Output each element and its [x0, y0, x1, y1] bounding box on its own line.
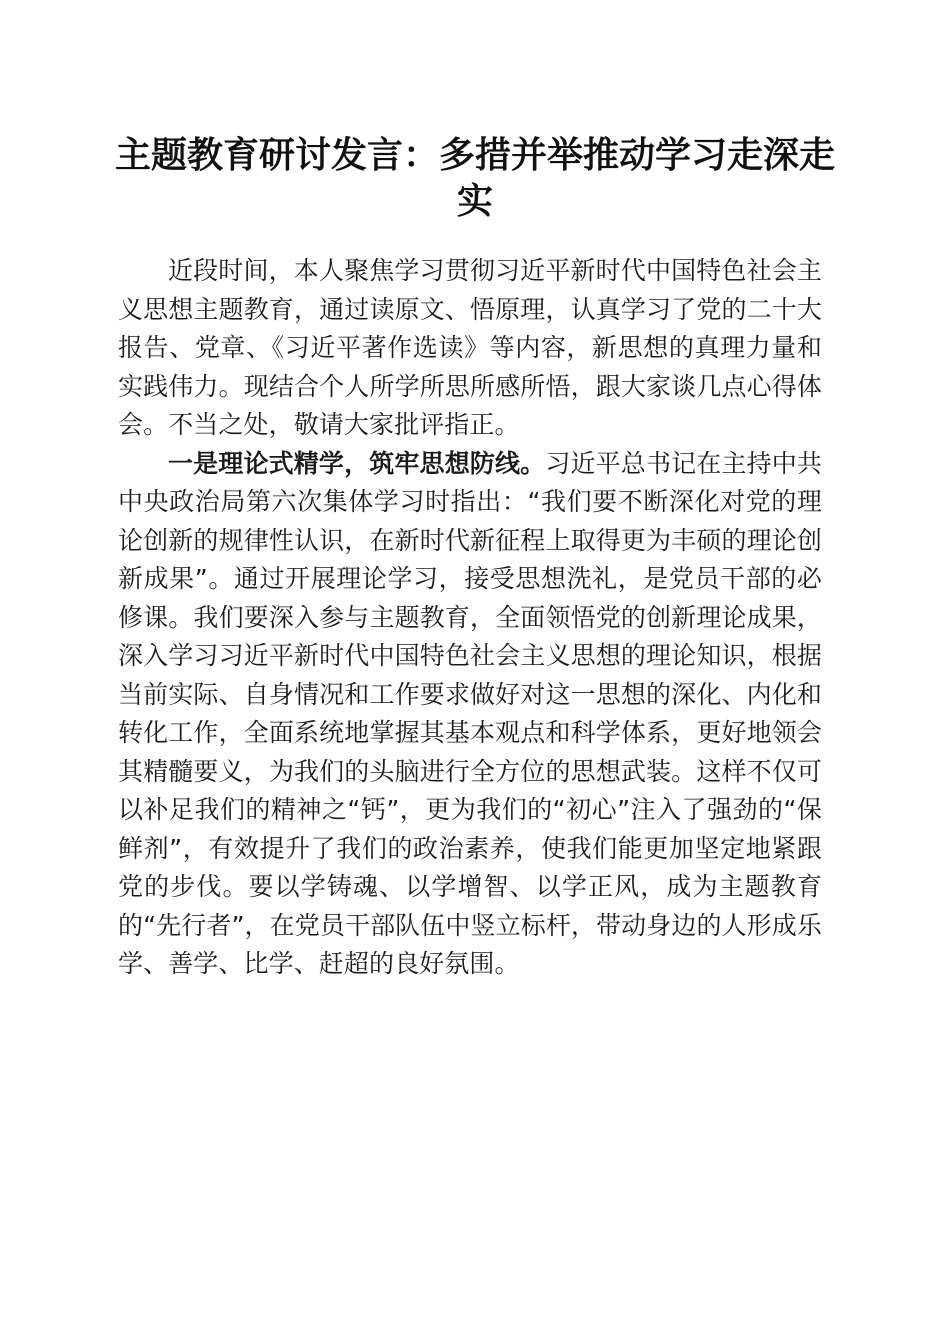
- paragraph-point-one-text: 习近平总书记在主持中共中央政治局第六次集体学习时指出：“我们要不断深化对党的理论创新的规律性认识，在新时代新征程上取得更为丰硕的理论创新成果”。通过开展理论学习，接受思想洗礼，是党员干部的必修课。我们要深入参与主题教育，全面领悟党的创新理论成果，深入学习习近平新时代中国特色社会主义思想的理论知识，根据当前实际、自身情况和工作要求做好对这一思想的深化、内化和转化工作，全面系统地掌握其基本观点和科学体系，更好地领会其精髓要义，为我们的头脑进行全方位的思想武装。这样不仅可以补足我们的精神之“钙”，更为我们的“初心”注入了强劲的“保鲜剂”，有效提升了我们的政治素养，使我们能更加坚定地紧跟党的步伐。要以学铸魂、以学增智、以学正风，成为主题教育的“先行者”，在党员干部队伍中竖立标杆，带动身边的人形成乐学、善学、比学、赶超的良好氛围。: [118, 448, 822, 978]
- paragraph-point-one-lead: 一是理论式精学，筑牢思想防线。: [168, 448, 546, 478]
- paragraph-intro-text: 近段时间，本人聚焦学习贯彻习近平新时代中国特色社会主义思想主题教育，通过读原文、悟原理，认真学习了党的二十大报告、党章、《习近平著作选读》等内容，新思想的真理力量和实践伟力。现结合个人所学所思所感所悟，跟大家谈几点心得体会。不当之处，敬请大家批评指正。: [118, 256, 822, 439]
- paragraph-point-one: [118, 445, 822, 984]
- paragraph-intro: [118, 252, 822, 445]
- document-title: 主题教育研讨发言：多措并举推动学习走深走实: [114, 134, 835, 222]
- document-body: [118, 252, 822, 984]
